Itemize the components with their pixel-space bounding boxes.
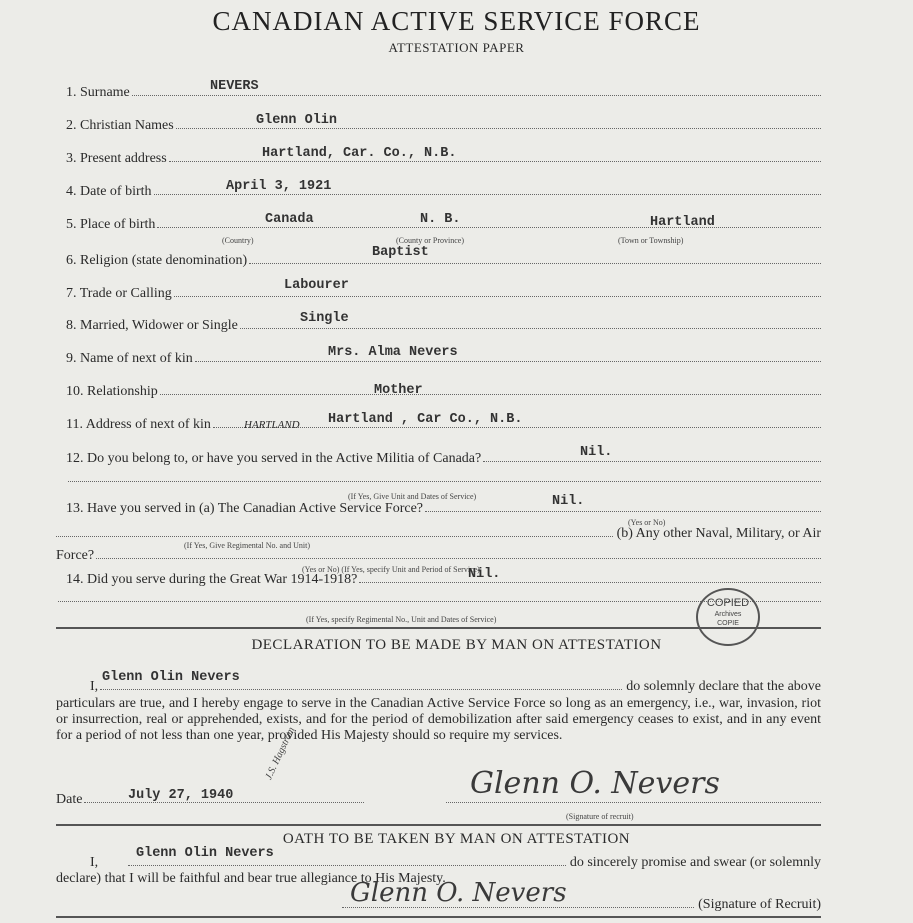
witness-initials: J.S. Hagstrom (263, 725, 298, 782)
militia-note: (If Yes, Give Unit and Dates of Service) (348, 492, 477, 501)
birth-town-value: Hartland (650, 215, 715, 230)
trade-value: Labourer (284, 278, 349, 293)
field-other-service (66, 526, 821, 542)
field-great-war (66, 572, 821, 588)
field-label: 9. Name of next of kin (66, 351, 193, 366)
casf-service-value: Nil. (552, 494, 585, 509)
oath-name-line: I, do sincerely promise and swear (or solemnly (90, 855, 821, 870)
field-label: 11. Address of next of kin (66, 417, 211, 432)
field-label: 12. Do you belong to, or have you served in the Active Militia of Canada? (66, 451, 482, 466)
declaration-name-value: Glenn Olin Nevers (102, 670, 240, 685)
regimental-note: (If Yes, Give Regimental No. and Unit) (184, 541, 310, 550)
recruit-signature: Glenn O. Nevers (470, 766, 720, 801)
oath-text: declare) that I will be faithful and bear true allegiance to His Majesty. (56, 871, 446, 886)
field-active-militia (66, 451, 821, 467)
yes-no-note: (Yes or No) (628, 518, 666, 527)
field-religion (66, 253, 821, 269)
field-label: 2. Christian Names (66, 118, 174, 133)
field-marital-status (66, 318, 821, 334)
oath-heading: OATH TO BE TAKEN BY MAN ON ATTESTATION (282, 831, 631, 847)
field-force (56, 548, 821, 564)
field-label: 1. Surname (66, 85, 130, 100)
marital-status-value: Single (300, 311, 349, 326)
field-christian-names (66, 118, 821, 134)
field-label: 10. Relationship (66, 384, 158, 399)
field-relationship (66, 384, 821, 400)
present-address-value: Hartland, Car. Co., N.B. (262, 146, 457, 161)
signature-note: (Signature of recruit) (566, 812, 634, 821)
field-label: 5. Place of birth (66, 217, 156, 232)
date-value: July 27, 1940 (128, 788, 234, 803)
declaration-heading: DECLARATION TO BE MADE BY MAN ON ATTESTATION (251, 637, 662, 653)
field-label: Force? (56, 548, 95, 563)
birth-country-value: Canada (265, 212, 314, 227)
field-label: 3. Present address (66, 151, 167, 166)
bottom-divider (56, 916, 821, 918)
surname-value: NEVERS (210, 79, 259, 94)
field-date-of-birth (66, 184, 821, 200)
field-casf-service (66, 501, 821, 517)
field-label: 8. Married, Widower or Single (66, 318, 238, 333)
field-trade (66, 286, 821, 302)
militia-dotted-line (66, 480, 821, 482)
field-label: 7. Trade or Calling (66, 286, 172, 301)
relationship-value: Mother (374, 383, 423, 398)
force-note: (Yes or No) (If Yes, specify Unit and Period of Service) (302, 565, 480, 574)
christian-names-value: Glenn Olin (256, 113, 338, 128)
next-of-kin-value: Mrs. Alma Nevers (328, 345, 458, 360)
oath-signature: Glenn O. Nevers (350, 878, 567, 908)
field-label: 6. Religion (state denomination) (66, 253, 248, 268)
date-line: Date (56, 792, 821, 808)
copied-stamp: COPIED Archives COPIE (696, 588, 760, 646)
field-label: (b) Any other Naval, Military, or Air (616, 526, 821, 541)
date-of-birth-value: April 3, 1921 (226, 179, 332, 194)
document-subtitle: ATTESTATION PAPER (388, 40, 525, 55)
oath-name-value: Glenn Olin Nevers (136, 846, 274, 861)
great-war-value: Nil. (468, 567, 501, 582)
declaration-text: particulars are true, and I hereby engage to serve in the Canadian Active Service Force so long as an emergency, i.e., war, invasion, riot or insurrection, real or apprehended, exists, and for the period of demobilization after said emergency ceases to exist, and in any event for a period of not less than one year, provided His Majesty should so require my services. (56, 696, 821, 743)
birth-county-value: N. B. (420, 212, 461, 227)
field-surname (66, 85, 821, 101)
religion-value: Baptist (372, 245, 429, 260)
town-note: (Town or Township) (618, 236, 684, 245)
country-note: (Country) (222, 236, 254, 245)
county-note: (County or Province) (396, 236, 464, 245)
active-militia-value: Nil. (580, 445, 613, 460)
handwritten-address: HARTLAND (244, 419, 300, 431)
document-title: CANADIAN ACTIVE SERVICE FORCE (212, 6, 701, 36)
oath-signature-line: (Signature of Recruit) (340, 897, 821, 913)
declaration-name-line: I, do solemnly declare that the above (90, 679, 821, 694)
field-label: 4. Date of birth (66, 184, 152, 199)
great-war-note: (If Yes, specify Regimental No., Unit and Dates of Service) (306, 615, 497, 624)
section-divider (56, 824, 821, 826)
section-divider (56, 627, 821, 629)
next-of-kin-address-value: Hartland , Car Co., N.B. (328, 412, 523, 427)
field-label: 14. Did you serve during the Great War 1914-1918? (66, 572, 358, 587)
field-label: 13. Have you served in (a) The Canadian Active Service Force? (66, 501, 423, 516)
